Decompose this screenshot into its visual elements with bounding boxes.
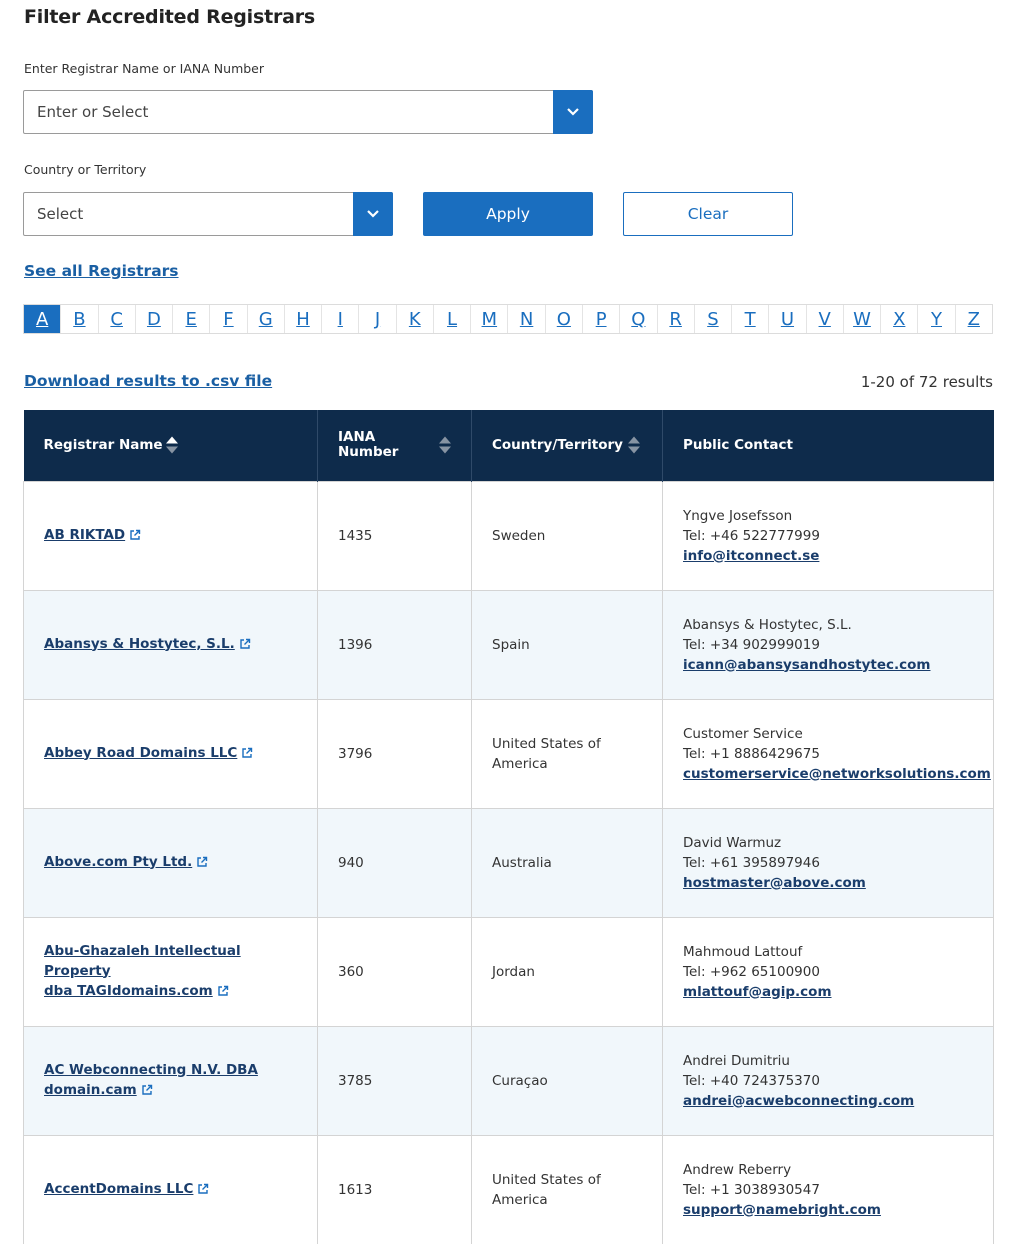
contact-email-link[interactable]: info@itconnect.se <box>683 547 820 564</box>
letter-u[interactable]: U <box>769 305 806 333</box>
header-iana-number[interactable] <box>318 410 472 481</box>
sort-icon[interactable] <box>628 437 640 454</box>
registrar-link[interactable] <box>44 1181 193 1197</box>
contact-tel: Tel: +46 522777999 <box>683 527 820 544</box>
country-line1: Spain <box>492 636 530 653</box>
table-row <box>24 808 994 917</box>
header-public-contact <box>663 410 994 481</box>
letter-c[interactable]: C <box>99 305 136 333</box>
contact-tel: Tel: +61 395897946 <box>683 854 820 871</box>
contact-name: Andrew Reberry <box>683 1161 792 1178</box>
contact-name: David Warmuz <box>683 834 782 851</box>
cell-registrar-name <box>24 917 318 1026</box>
table-row <box>24 917 994 1026</box>
country-line1: Jordan <box>492 963 535 980</box>
alphabet-filter <box>23 304 993 334</box>
table-row <box>24 590 994 699</box>
registrar-name-line1: Above.com Pty Ltd. <box>44 853 193 870</box>
letter-d[interactable]: D <box>136 305 173 333</box>
external-link-icon[interactable] <box>129 527 141 547</box>
cell-public-contact <box>663 1135 994 1244</box>
contact-email-link[interactable]: hostmaster@above.com <box>683 874 866 891</box>
table-row <box>24 699 994 808</box>
contact-email-link[interactable]: andrei@acwebconnecting.com <box>683 1092 915 1109</box>
country-line1: Curaçao <box>492 1072 548 1089</box>
external-link-icon[interactable] <box>197 1181 209 1201</box>
registrars-table <box>23 410 994 1244</box>
header-iana-line2: Number <box>338 444 399 461</box>
cell-iana-number: 940 <box>318 808 472 917</box>
contact-tel: Tel: +34 902999019 <box>683 636 820 653</box>
letter-i[interactable]: I <box>322 305 359 333</box>
chevron-down-icon[interactable] <box>353 192 393 236</box>
cell-public-contact <box>663 1026 994 1135</box>
cell-registrar-name <box>24 1135 318 1244</box>
cell-country <box>472 590 663 699</box>
registrar-name-line1: Abbey Road Domains LLC <box>44 744 238 761</box>
registrar-link[interactable] <box>44 854 192 870</box>
header-registrar-name-label: Registrar Name <box>43 437 163 454</box>
chevron-down-icon[interactable] <box>553 90 593 134</box>
letter-m[interactable]: M <box>471 305 508 333</box>
letter-v[interactable]: V <box>807 305 844 333</box>
external-link-icon[interactable] <box>239 636 251 656</box>
letter-h[interactable]: H <box>285 305 322 333</box>
cell-public-contact <box>663 808 994 917</box>
see-all-registrars-link[interactable]: See all Registrars <box>24 262 179 280</box>
cell-iana-number: 1435 <box>318 481 472 590</box>
header-contact-label: Public Contact <box>683 437 793 454</box>
cell-public-contact <box>663 590 994 699</box>
cell-country <box>472 699 663 808</box>
clear-button[interactable]: Clear <box>623 192 793 236</box>
letter-l[interactable]: L <box>434 305 471 333</box>
cell-country <box>472 481 663 590</box>
registrar-name-line2: domain.cam <box>44 1081 137 1098</box>
country-label: Country or Territory <box>24 162 147 177</box>
contact-name: Abansys & Hostytec, S.L. <box>683 616 852 633</box>
letter-r[interactable]: R <box>658 305 695 333</box>
cell-registrar-name <box>24 590 318 699</box>
registrar-name-combobox[interactable] <box>23 90 593 134</box>
country-line1: United States of <box>492 735 601 752</box>
header-country-label: Country/Territory <box>492 437 623 454</box>
letter-o[interactable]: O <box>546 305 583 333</box>
table-row <box>24 1135 994 1244</box>
registrar-link[interactable] <box>44 745 237 761</box>
cell-public-contact <box>663 917 994 1026</box>
download-csv-link[interactable]: Download results to .csv file <box>24 372 273 390</box>
contact-email-link[interactable]: mlattouf@agip.com <box>683 983 832 1000</box>
country-line2: America <box>492 1191 548 1208</box>
country-select-value[interactable]: Select <box>37 205 84 223</box>
cell-iana-number: 1396 <box>318 590 472 699</box>
letter-a[interactable]: A <box>24 305 61 333</box>
country-select[interactable] <box>23 192 393 236</box>
registrar-link[interactable] <box>44 527 125 543</box>
registrar-name-line1: AccentDomains LLC <box>44 1180 194 1197</box>
letter-g[interactable]: G <box>248 305 285 333</box>
header-country[interactable] <box>472 410 663 481</box>
result-count: 1-20 of 72 results <box>860 373 993 391</box>
letter-n[interactable]: N <box>508 305 545 333</box>
external-link-icon[interactable] <box>241 745 253 765</box>
registrar-name-line1: Abansys & Hostytec, S.L. <box>44 635 235 652</box>
registrar-name-line1: AC Webconnecting N.V. DBA <box>44 1061 258 1078</box>
registrar-name-line1: AB RIKTAD <box>44 526 126 543</box>
cell-country <box>472 917 663 1026</box>
cell-registrar-name <box>24 481 318 590</box>
contact-email-link[interactable]: customerservice@networksolutions.com <box>683 765 991 782</box>
page-title: Filter Accredited Registrars <box>24 6 316 28</box>
cell-iana-number: 1613 <box>318 1135 472 1244</box>
cell-registrar-name <box>24 808 318 917</box>
cell-public-contact <box>663 481 994 590</box>
country-line1: United States of <box>492 1171 601 1188</box>
contact-tel: Tel: +1 8886429675 <box>683 745 820 762</box>
cell-country <box>472 808 663 917</box>
table-row <box>24 1026 994 1135</box>
cell-iana-number: 3785 <box>318 1026 472 1135</box>
external-link-icon[interactable] <box>141 1082 153 1102</box>
cell-iana-number: 360 <box>318 917 472 1026</box>
letter-s[interactable]: S <box>695 305 732 333</box>
apply-button[interactable]: Apply <box>423 192 593 236</box>
contact-name: Customer Service <box>683 725 803 742</box>
cell-iana-number: 3796 <box>318 699 472 808</box>
sort-icon[interactable] <box>166 437 178 454</box>
letter-j[interactable]: J <box>359 305 396 333</box>
country-line1: Australia <box>492 854 552 871</box>
table-header-row <box>24 410 994 481</box>
letter-y[interactable]: Y <box>918 305 955 333</box>
letter-e[interactable]: E <box>173 305 210 333</box>
external-link-icon[interactable] <box>196 854 208 874</box>
cell-registrar-name <box>24 699 318 808</box>
contact-tel: Tel: +1 3038930547 <box>683 1181 820 1198</box>
registrar-name-line2: dba TAGIdomains.com <box>44 982 213 999</box>
contact-name: Mahmoud Lattouf <box>683 943 803 960</box>
sort-icon[interactable] <box>439 437 451 454</box>
external-link-icon[interactable] <box>217 983 229 1003</box>
letter-z[interactable]: Z <box>967 308 980 330</box>
contact-name: Yngve Josefsson <box>683 507 793 524</box>
contact-tel: Tel: +962 65100900 <box>683 963 820 980</box>
letter-t[interactable]: T <box>732 305 769 333</box>
cell-registrar-name <box>24 1026 318 1135</box>
letter-b[interactable]: B <box>61 305 98 333</box>
header-iana-line1: IANA <box>338 429 376 446</box>
cell-country <box>472 1026 663 1135</box>
header-registrar-name[interactable] <box>24 410 318 481</box>
registrar-name-line1: Abu-Ghazaleh Intellectual Property <box>44 942 241 979</box>
registrar-link[interactable] <box>44 943 241 999</box>
registrar-name-input[interactable]: Enter or Select <box>37 103 149 121</box>
letter-q[interactable]: Q <box>620 305 657 333</box>
letter-p[interactable]: P <box>583 305 620 333</box>
cell-country <box>472 1135 663 1244</box>
contact-email-link[interactable]: icann@abansysandhostytec.com <box>683 656 931 673</box>
table-row <box>24 481 994 590</box>
letter-f[interactable]: F <box>210 305 247 333</box>
country-line1: Sweden <box>492 527 546 544</box>
country-line2: America <box>492 755 548 772</box>
letter-k[interactable]: K <box>397 305 434 333</box>
registrar-link[interactable] <box>44 636 235 652</box>
registrar-name-label: Enter Registrar Name or IANA Number <box>24 61 265 76</box>
letter-w[interactable]: W <box>844 305 881 333</box>
contact-name: Andrei Dumitriu <box>683 1052 790 1069</box>
contact-tel: Tel: +40 724375370 <box>683 1072 820 1089</box>
cell-public-contact <box>663 699 994 808</box>
letter-x[interactable]: X <box>881 305 918 333</box>
contact-email-link[interactable]: support@namebright.com <box>683 1201 881 1218</box>
